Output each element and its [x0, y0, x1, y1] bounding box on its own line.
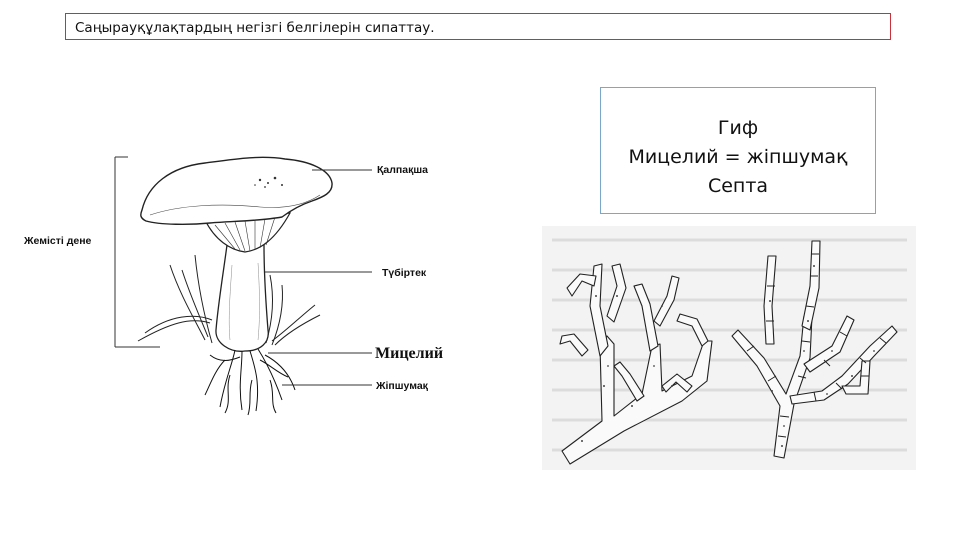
mushroom-diagram [20, 145, 470, 425]
hyphae-illustration [542, 226, 916, 470]
mushroom-stem [216, 245, 268, 351]
mushroom-cap [141, 157, 332, 224]
term-mycelium: Мицелий = жіпшумақ [628, 146, 848, 168]
label-cap: Қалпақша [377, 164, 428, 176]
term-septa: Септа [707, 175, 769, 197]
mycelium-roots [205, 349, 295, 415]
label-hyphae-mass: Жіпшумақ [376, 380, 428, 392]
terms-box [600, 87, 876, 214]
term-hypha: Гиф [717, 117, 759, 139]
task-header [65, 13, 891, 40]
task-text: Саңырауқұлақтардың негізгі белгілерін сипаттау. [75, 20, 435, 36]
fruiting-body-bracket [115, 157, 160, 347]
label-mycelium: Мицелий [375, 345, 444, 362]
label-fruiting-body: Жемісті дене [24, 235, 92, 247]
label-stem: Түбіртек [382, 267, 427, 279]
